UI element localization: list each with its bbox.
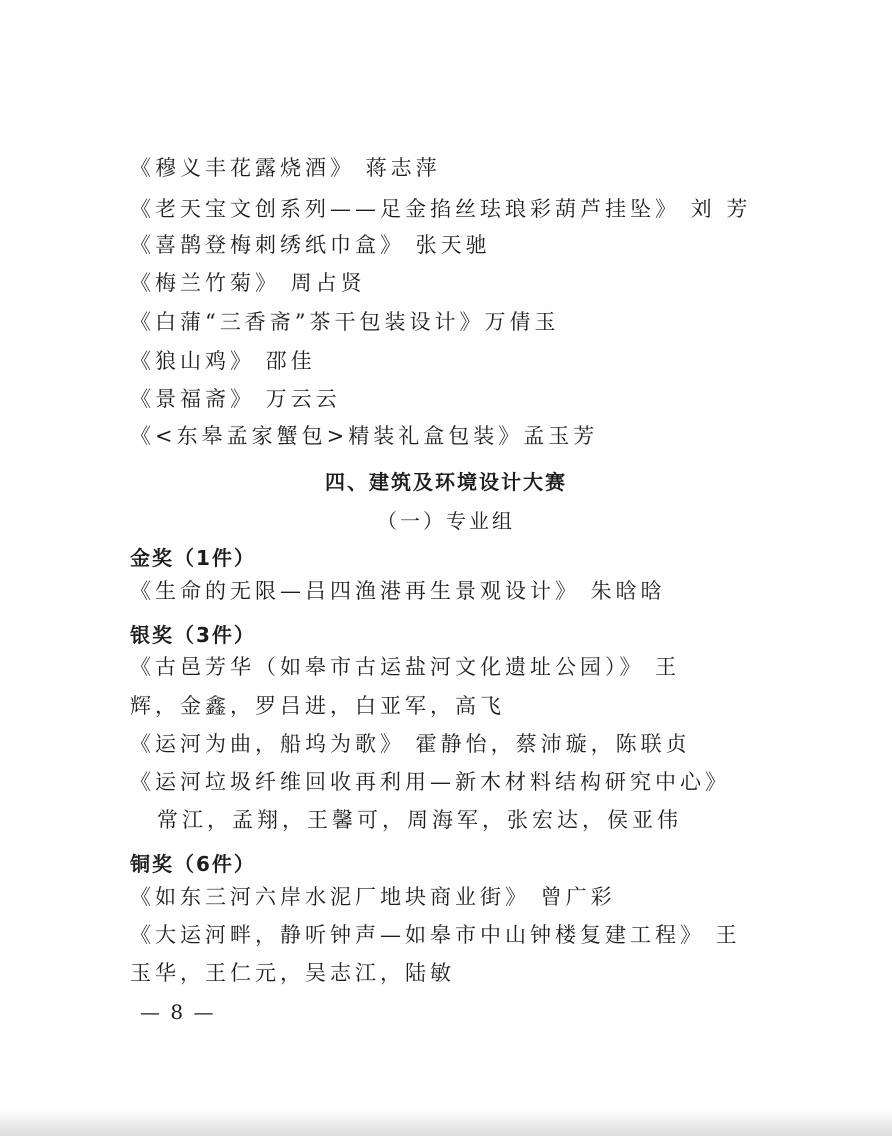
entry-line: 《喜鹊登梅刺绣纸巾盒》 张天驰: [130, 233, 491, 257]
entry-line: 《景福斋》 万云云: [130, 387, 341, 411]
silver-entry-line: 《运河为曲，船坞为歌》 霍静怡，蔡沛璇，陈联贞: [130, 732, 691, 756]
gold-entry-line: 《生命的无限—吕四渔港再生景观设计》 朱晗晗: [130, 579, 666, 603]
entry-line: 《老天宝文创系列——足金掐丝珐琅彩葫芦挂坠》 刘 芳: [130, 197, 752, 221]
entry-line: 《穆义丰花露烧酒》 蒋志萍: [130, 156, 441, 180]
subsection-title: （一）专业组: [377, 509, 515, 533]
bronze-entry-line: 《如东三河六岸水泥厂地块商业街》 曾广彩: [130, 885, 616, 909]
silver-entry-line: 《古邑芳华（如皋市古运盐河文化遗址公园）》 王: [130, 655, 681, 679]
bronze-entry-line: 玉华，王仁元，吴志江，陆敏: [130, 961, 455, 985]
silver-award-label: 银奖（3件）: [130, 623, 256, 647]
entry-line: 《白蒲“三香斋”茶干包装设计》万倩玉: [130, 310, 560, 334]
page-bottom-shadow: [0, 1110, 892, 1136]
silver-entry-line: 常江，孟翔，王馨可，周海军，张宏达，侯亚伟: [157, 808, 682, 832]
entry-line: 《梅兰竹菊》 周占贤: [130, 271, 366, 295]
page-number: — 8 —: [140, 1000, 216, 1024]
section-title: 四、建筑及环境设计大赛: [325, 470, 567, 494]
silver-entry-line: 辉，金鑫，罗吕进，白亚军，高飞: [130, 694, 505, 718]
bronze-entry-line: 《大运河畔，静听钟声—如皋市中山钟楼复建工程》 王: [130, 923, 741, 947]
entry-line: 《<东皋孟家蟹包>精装礼盒包装》孟玉芳: [130, 424, 599, 448]
bronze-award-label: 铜奖（6件）: [130, 852, 256, 876]
silver-entry-line: 《运河垃圾纤维回收再利用—新木材料结构研究中心》: [130, 770, 730, 794]
entry-line: 《狼山鸡》 邵佳: [130, 349, 316, 373]
gold-award-label: 金奖（1件）: [130, 546, 256, 570]
